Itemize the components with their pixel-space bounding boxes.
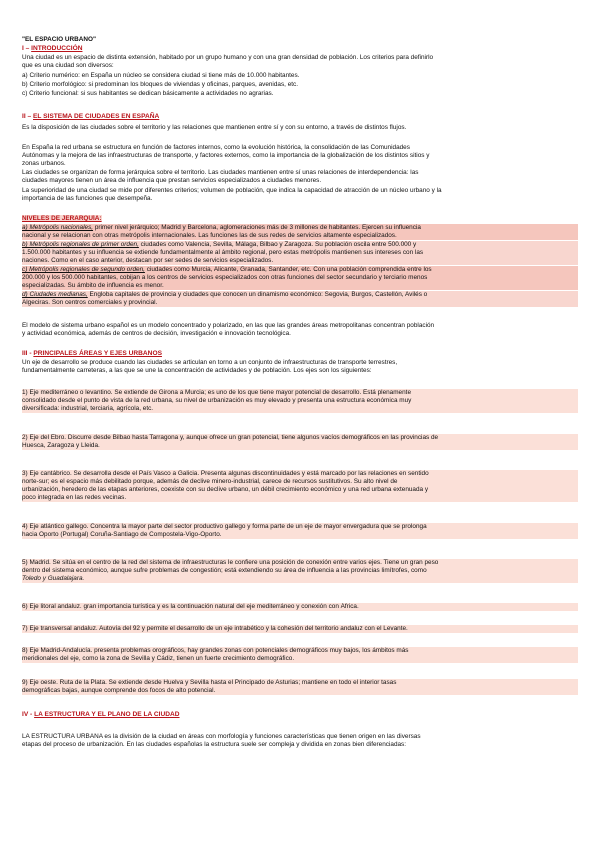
level-text: ciudades como Murcia, Alicante, Granada, Santander, etc. Con una población comprendida entre los — [144, 266, 432, 273]
section-title: PRINCIPALES ÁREAS Y EJES URBANOS — [33, 350, 162, 357]
axis-line: meridionales del eje, como la zona de Sevilla y Cádiz, tienen un fuerte crecimiento demográfico. — [22, 655, 578, 663]
hierarchy-level-c — [22, 266, 578, 274]
axis-item-5: 5) Madrid. Se sitúa en el centro de la red del sistema de infraestructuras le confiere una posición de conexión entre varios ejes. Tiene un gran peso — [22, 559, 578, 567]
axis-item-2: 2) Eje del Ebro. Discurre desde Bilbao hasta Tarragona y, aunque ofrece un gran potencial, tiene algunos vacíos demográficos en las provincias de — [22, 434, 578, 442]
axis-item-4: 4) Eje atlántico gallego. Concentra la mayor parte del sector productivo gallego y forma parte de un eje de mayor envergadura que se prolonga — [22, 523, 578, 531]
paragraph-line: Es la disposición de las ciudades sobre el territorio y las relaciones que mantienen entre sí y con su entorno, a través de distintos flujos. — [22, 124, 407, 131]
section-number: II – — [22, 113, 33, 120]
axis-item-7: 7) Eje transversal andaluz. Autovía del 92 y permite el desarrollo de un eje intrabético y la cohesión del territorio andaluz con el Levante. — [22, 625, 578, 633]
paragraph-line: fundamentalmente carreteras, a las que se une la concentración de actividades y de población. Los ejes son los siguientes: — [22, 367, 372, 374]
paragraph-line: importancia de las funciones que desempeña. — [22, 195, 153, 202]
criterion-numeric: a) Criterio numérico: en España un núcleo se considera ciudad si tiene más de 10.000 habitantes. — [22, 72, 300, 79]
level-text: primer nivel jerárquico; Madrid y Barcelona, aglomeraciones más de 3 millones de habitantes. Ejercen su influencia — [93, 224, 421, 231]
level-label: a) Metrópolis nacionales, — [22, 224, 94, 231]
paragraph-line: zonas urbanos. — [22, 160, 66, 167]
hierarchy-heading — [22, 215, 578, 223]
paragraph-line: que es una ciudad son diversos: — [22, 62, 114, 69]
paragraph-line: LA ESTRUCTURA URBANA es la división de la ciudad en áreas con morfología y funciones características que tienen origen en las diversas — [22, 733, 421, 740]
paragraph-line: Una ciudad es un espacio de distinta extensión, habitado por un grupo humano y con una gran densidad de población. Los criterios para definirlo — [22, 54, 434, 61]
axis-line: dentro del sistema económico, aunque sufre problemas de congestión; está extendiendo su área de influencia a las provincias limítrofes, como — [22, 567, 578, 575]
paragraph-line: y actividad económica, además de centros de decisión, investigación e innovación tecnológica. — [22, 330, 291, 337]
axis-item-6: 6) Eje litoral andaluz. gran importancia turística y es la continuación natural del eje mediterráneo y conexión con África. — [22, 603, 578, 611]
paragraph-line: Autónomas y la mejora de las infraestructuras de transporte, y factores externos, como la importancia de la globalización de los distintos sitios y — [22, 152, 430, 159]
paragraph-line: Las ciudades se organizan de forma jerárquica sobre el territorio. Las ciudades mantienen entre sí unas relaciones de interdependencia: las — [22, 169, 419, 176]
level-label: b) Metrópolis regionales de primer orden, — [22, 241, 139, 248]
level-cont: 200.000 y los 500.000 habitantes, cobijan a los centros de servicios especializados con otras funciones del sector secundario y terciario menos — [22, 274, 578, 282]
axis-item-1: 1) Eje mediterráneo o levantino. Se extiende de Girona a Murcia; es uno de los que tiene mayor potencial de desarrollo. Está plenamente — [22, 389, 578, 397]
level-text: ciudades como Valencia, Sevilla, Málaga, Bilbao y Zaragoza. Su población oscila entre 500.000 y — [138, 241, 417, 248]
axis-line: Toledo y Guadalajara. — [22, 575, 578, 583]
axis-item-8: 8) Eje Madrid-Andalucía. presenta problemas orográficos, hay grandes zonas con potenciales demográficos muy bajos, los ámbitos más — [22, 647, 578, 655]
section-heading-estructura — [22, 711, 578, 719]
axis-line: norte-sur; es el espacio más debilitado porque, además de declive minero-industrial, carece de recursos sustitutivos. Su alto nivel de — [22, 478, 578, 486]
axis-line: consolidado desde el punto de vista de la red urbana, su nivel de urbanización es muy elevado y presenta una estructura económica muy — [22, 397, 578, 405]
level-cont: 1.500.000 habitantes y su influencia se extiende fundamentalmente al ámbito regional, pero estas metrópolis mantienen sus intereses con las — [22, 249, 578, 257]
paragraph-line: ciudades mayores tienen un área de influencia que prestan servicios especializados a ciudades menores. — [22, 177, 322, 184]
criterion-morphologic: b) Criterio morfológico: si predominan los bloques de viviendas y oficinas, parques, avenidas, etc. — [22, 81, 299, 88]
axis-line: poco integrada en las redes vecinas. — [22, 494, 578, 502]
section-heading-introduccion — [22, 45, 578, 53]
level-cont: especializadas. Su ámbito de influencia es menor. — [22, 282, 578, 290]
hierarchy-level-b — [22, 241, 578, 249]
level-text: Engloba capitales de provincia y ciudades que conocen un dinamismo económico: Segovia, Burgos, Castellón, Avilés o — [87, 291, 428, 298]
level-label: c) Metrópolis regionales de segundo orden, — [22, 266, 145, 273]
paragraph-line: Un eje de desarrollo se produce cuando las ciudades se articulan en torno a un conjunto de infraestructuras de transporte terrestres, — [22, 359, 398, 366]
section-number: IV - — [22, 711, 35, 718]
level-cont: Algeciras. Son centros comerciales y provincial. — [22, 299, 578, 307]
axis-line: diversificada: industrial, terciaria, agrícola, etc. — [22, 405, 578, 413]
section-title: EL SISTEMA DE CIUDADES EN ESPAÑA — [33, 113, 160, 120]
paragraph-line: En España la red urbana se estructura en función de factores internos, como la evolución histórica, la consolidación de las Comunidades — [22, 144, 410, 151]
section-number: I – — [22, 45, 32, 52]
axis-item-9: 9) Eje oeste. Ruta de la Plata. Se extiende desde Huelva y Sevilla hasta el Principado de Asturias; mantiene en todo el interior tasas — [22, 679, 578, 687]
hierarchy-level-d — [22, 291, 578, 299]
paragraph-line: etapas del proceso de urbanización. En las ciudades españolas la estructura suele ser compleja y dividida en zonas bien diferenciadas: — [22, 741, 407, 748]
axis-item-3: 3) Eje cantábrico. Se desarrolla desde el País Vasco a Galicia. Presenta algunas discontinuidades y está marcado por las relaciones en sentido — [22, 470, 578, 478]
section-heading-ejes — [22, 350, 578, 358]
level-label: d) Ciudades medianas, — [22, 291, 88, 298]
section-heading-sistema — [22, 113, 578, 121]
section-title: INTRODUCCIÓN — [31, 45, 83, 52]
level-cont: nacional y se relacionan con otras metrópolis internacionales. Las funciones las de sus redes de servicios altamente especializados. — [22, 232, 578, 240]
axis-line: demográficas bajas, aunque comprende dos focos de alto potencial. — [22, 687, 578, 695]
paragraph-line: El modelo de sistema urbano español es un modelo concentrado y polarizado, en las que las grandes áreas metropolitanas concentran población — [22, 322, 435, 329]
paragraph-line: La superioridad de una ciudad se mide por diferentes criterios; volumen de población, que indica la capacidad de atracción de un núcleo urbano y la — [22, 187, 442, 194]
hierarchy-heading-text: NIVELES DE JERARQUÍA: — [22, 215, 102, 222]
axis-line: hacia Oporto (Portugal) Coruña-Santiago de Compostela-Vigo-Oporto. — [22, 531, 578, 539]
hierarchy-level-a — [22, 224, 578, 232]
level-cont: naciones. Como en el caso anterior, destacan por ser sedes de servicios especializados. — [22, 257, 578, 265]
section-number: III - — [22, 350, 34, 357]
document-title: "EL ESPACIO URBANO" — [22, 36, 96, 43]
axis-line: urbanización, heredero de las etapas anteriores, coexiste con su declive urbano, un débil crecimiento económico y una red urbana extenuada y — [22, 486, 578, 494]
section-title: LA ESTRUCTURA Y EL PLANO DE LA CIUDAD — [34, 711, 180, 718]
axis-line: Huesca, Zaragoza y Lleida. — [22, 442, 578, 450]
criterion-functional: c) Criterio funcional: si sus habitantes se dedican básicamente a actividades no agrarias. — [22, 90, 274, 97]
